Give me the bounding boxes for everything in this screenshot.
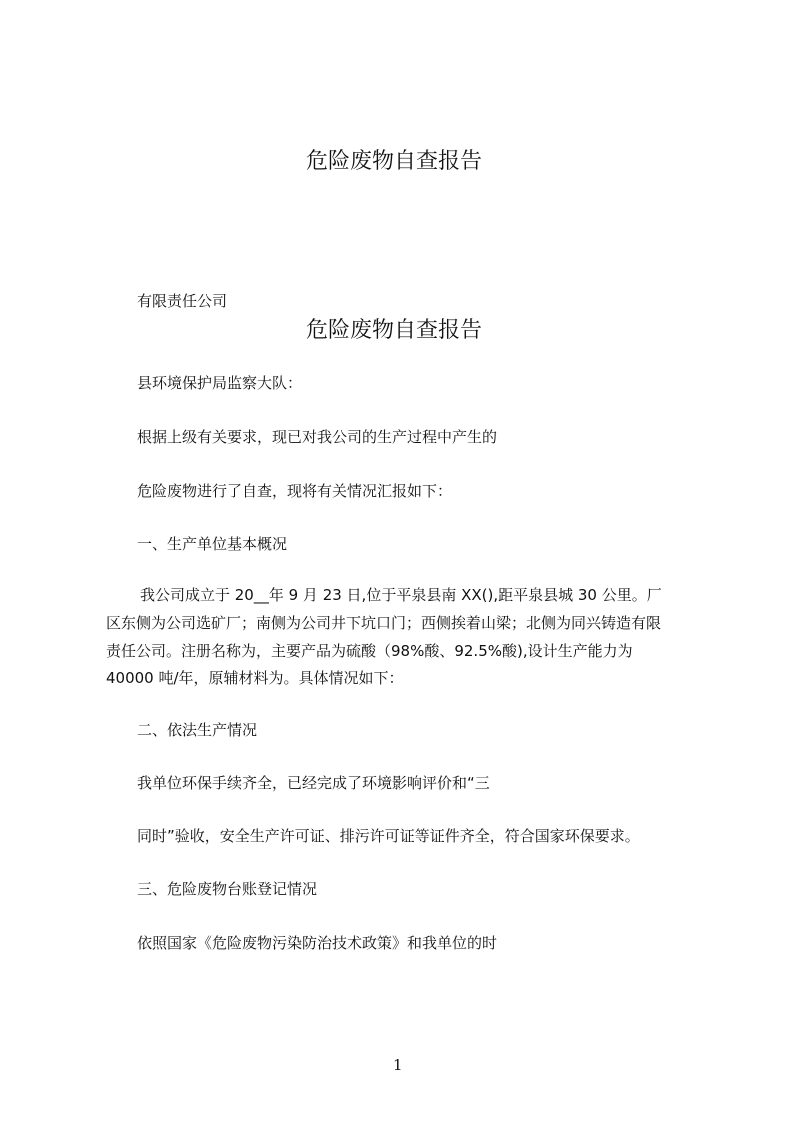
- company-name: 有限责任公司: [137, 292, 228, 310]
- section-1-heading: 一、生产单位基本概况: [137, 535, 288, 553]
- recipient-line: 县环境保护局监察大队：: [137, 374, 303, 392]
- section-3-heading: 三、危险废物台账登记情况: [137, 880, 318, 898]
- cover-title: 危险废物自查报告: [306, 149, 483, 174]
- section-1-line-3: 责任公司。注册名称为，主要产品为硫酸（98%酸、92.5%酸),设计生产能力为: [106, 642, 633, 660]
- section-1-line-2: 区东侧为公司选矿厂；南侧为公司井下坑口门；西侧挨着山梁；北侧为同兴铸造有限: [106, 614, 662, 632]
- report-title: 危险废物自查报告: [306, 318, 483, 343]
- section-1-line-1: 我公司成立于 20__年 9 月 23 日,位于平泉县南 XX(),距平泉县城 30 公里。厂: [140, 586, 662, 604]
- section-1-line-4: 40000 吨/年，原辅材料为。具体情况如下：: [106, 669, 404, 687]
- intro-line-1: 根据上级有关要求，现已对我公司的生产过程中产生的: [137, 428, 498, 446]
- section-2-line-2: 同时”验收，安全生产许可证、排污许可证等证件齐全，符合国家环保要求。: [137, 827, 640, 845]
- page-number: 1: [393, 1056, 403, 1074]
- section-2-heading: 二、依法生产情况: [137, 721, 258, 739]
- section-2-line-1: 我单位环保手续齐全，已经完成了环境影响评价和“三: [137, 774, 490, 792]
- section-3-line-1: 依照国家《危险废物污染防治技术政策》和我单位的时: [137, 934, 498, 952]
- intro-line-2: 危险废物进行了自查，现将有关情况汇报如下：: [137, 482, 453, 500]
